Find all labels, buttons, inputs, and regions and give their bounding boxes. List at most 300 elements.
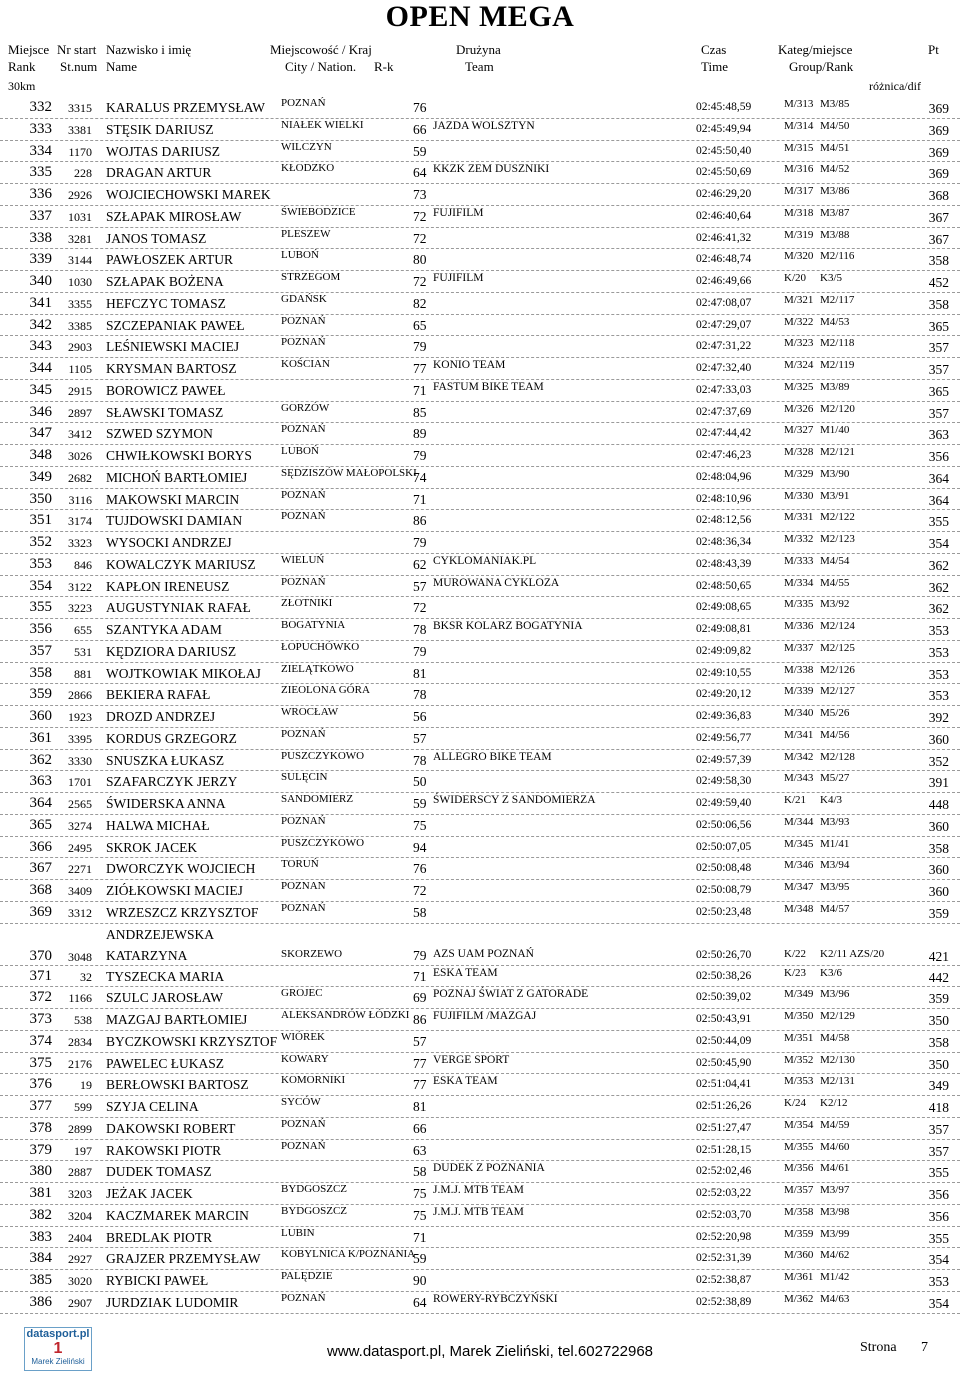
- time-cell: 02:48:50,65: [696, 579, 752, 592]
- birth-year-cell: 59: [413, 143, 427, 159]
- city-cell: ZŁOTNIKI: [281, 597, 333, 610]
- time-cell: 02:47:37,69: [696, 405, 752, 418]
- group-rank-cell: M3/89: [820, 380, 850, 393]
- datasport-logo: [24, 1327, 92, 1371]
- points-cell: 360: [928, 862, 949, 878]
- table-row: [0, 576, 960, 598]
- name-cell: DWORCZYK WOJCIECH: [106, 861, 256, 877]
- time-cell: 02:50:26,70: [696, 948, 752, 961]
- points-cell: 356: [928, 1208, 949, 1224]
- team-cell: FASTUM BIKE TEAM: [433, 380, 544, 393]
- team-cell: ROWERY-RYBCZYŃSKI: [433, 1292, 558, 1305]
- start-number-cell: 3323: [68, 536, 92, 550]
- table-row: [0, 206, 960, 228]
- city-cell: POZNAŃ: [281, 97, 326, 109]
- group-rank-cell: M1/40: [820, 424, 850, 437]
- category-cell: M/341: [784, 728, 814, 741]
- logo-author: Marek Zieliński: [31, 1357, 85, 1366]
- rank-cell: 337: [29, 207, 52, 224]
- table-row: [0, 1031, 960, 1053]
- time-cell: 02:47:08,07: [696, 296, 752, 309]
- name-cell: GRAJZER PRZEMYSŁAW: [106, 1251, 261, 1267]
- page-label: Strona: [860, 1340, 897, 1355]
- group-rank-cell: M1/42: [820, 1271, 850, 1283]
- rank-cell: 342: [29, 316, 52, 333]
- team-cell: ESKA TEAM: [433, 966, 498, 979]
- start-number-cell: 2907: [68, 1295, 92, 1310]
- points-cell: 360: [928, 884, 949, 899]
- table-row: [0, 228, 960, 250]
- table-row: [0, 184, 960, 206]
- start-number-cell: 1701: [68, 775, 92, 790]
- group-rank-cell: M3/94: [820, 859, 850, 872]
- rank-cell: 384: [29, 1250, 52, 1267]
- group-rank-cell: M3/97: [820, 1184, 850, 1196]
- birth-year-cell: 59: [413, 1251, 427, 1267]
- points-cell: 350: [928, 1056, 949, 1072]
- name-cell: DROZD ANDRZEJ: [106, 709, 216, 724]
- name-cell: MAZGAJ BARTŁOMIEJ: [106, 1012, 248, 1027]
- group-rank-cell: M4/56: [820, 728, 850, 741]
- group-rank-cell: M3/87: [820, 206, 850, 219]
- city-cell: KOMORNIKI: [281, 1074, 346, 1087]
- points-cell: 364: [928, 492, 949, 508]
- start-number-cell: 3381: [68, 122, 92, 137]
- rank-cell: 350: [29, 490, 52, 507]
- category-cell: M/334: [784, 576, 814, 589]
- page-title: OPEN MEGA: [385, 0, 575, 33]
- category-cell: M/352: [784, 1053, 814, 1066]
- category-cell: M/316: [784, 163, 814, 176]
- rank-cell: 372: [29, 989, 52, 1006]
- time-cell: 02:49:09,82: [696, 644, 752, 657]
- table-row: [0, 293, 960, 315]
- city-cell: LUBOŃ: [281, 249, 319, 262]
- table-row: [0, 750, 960, 772]
- category-cell: M/317: [784, 185, 814, 197]
- start-number-cell: 3144: [68, 253, 92, 268]
- table-row: [0, 1161, 960, 1183]
- birth-year-cell: 77: [413, 1055, 427, 1071]
- start-number-cell: 1030: [68, 275, 92, 289]
- name-cell: WOJTKOWIAK MIKOŁAJ: [106, 665, 261, 681]
- col-rank-pl: Miejsce: [8, 42, 50, 57]
- name-cell: TUJDOWSKI DAMIAN: [106, 513, 243, 529]
- category-cell: M/336: [784, 620, 814, 632]
- group-rank-cell: M2/119: [820, 359, 855, 371]
- city-cell: BYDGOSZCZ: [281, 1183, 348, 1195]
- start-number-cell: 3223: [68, 601, 92, 616]
- start-number-cell: 655: [74, 623, 92, 637]
- group-rank-cell: M3/86: [820, 185, 850, 197]
- logo-site: datasport.pl: [26, 1328, 90, 1340]
- birth-year-cell: 81: [413, 665, 427, 681]
- birth-year-cell: 64: [413, 1294, 427, 1310]
- birth-year-cell: 72: [413, 600, 427, 616]
- start-number-cell: 3020: [68, 1274, 92, 1288]
- group-rank-cell: M2/129: [820, 1010, 855, 1022]
- group-rank-cell: K3/5: [820, 272, 842, 284]
- name-cell: KRYSMAN BARTOSZ: [106, 361, 237, 376]
- start-number-cell: 2495: [68, 840, 92, 855]
- rank-cell: 333: [29, 120, 52, 137]
- city-cell: KOŚCIAN: [281, 358, 330, 370]
- points-cell: 357: [928, 340, 949, 356]
- points-cell: 358: [928, 253, 949, 269]
- name-cell: WYSOCKI ANDRZEJ: [106, 535, 232, 550]
- birth-year-cell: 66: [413, 1120, 427, 1136]
- category-cell: M/360: [784, 1249, 814, 1262]
- rank-cell: 377: [29, 1098, 52, 1114]
- birth-year-cell: 90: [413, 1273, 427, 1288]
- group-rank-cell: M4/50: [820, 119, 850, 132]
- rank-cell: 381: [29, 1185, 52, 1201]
- name-cell: SZANTYKA ADAM: [106, 622, 222, 637]
- col-city-pl: Miejscowość / Kraj: [270, 42, 372, 57]
- table-row: [0, 1009, 960, 1031]
- category-cell: M/362: [784, 1292, 814, 1305]
- name-cell: TYSZECKA MARIA: [106, 968, 225, 984]
- time-cell: 02:48:43,39: [696, 557, 752, 570]
- birth-year-cell: 69: [413, 990, 427, 1006]
- name-cell: KARALUS PRZEMYSŁAW: [106, 100, 266, 115]
- rank-cell: 355: [29, 599, 52, 616]
- rank-cell: 383: [29, 1228, 52, 1245]
- name-cell: SZYJA CELINA: [106, 1099, 199, 1114]
- time-cell: 02:45:50,40: [696, 144, 752, 157]
- category-cell: M/346: [784, 859, 814, 872]
- rank-cell: 370: [29, 947, 52, 964]
- name-cell: RYBICKI PAWEŁ: [106, 1273, 209, 1288]
- category-cell: M/315: [784, 141, 814, 154]
- col-start-en: St.num: [60, 59, 98, 74]
- team-cell: AZS UAM POZNAŃ: [433, 947, 534, 960]
- rank-cell: 379: [29, 1141, 52, 1158]
- category-cell: M/324: [784, 359, 814, 371]
- birth-year-cell: 65: [413, 317, 427, 333]
- birth-year-cell: 85: [413, 404, 427, 420]
- start-number-cell: 3355: [68, 296, 92, 311]
- table-row: [0, 924, 960, 966]
- group-rank-cell: M4/60: [820, 1140, 850, 1153]
- col-rk: R-k: [374, 59, 394, 74]
- name-cell: SNUSZKA ŁUKASZ: [106, 752, 225, 768]
- category-cell: M/357: [784, 1184, 814, 1196]
- birth-year-cell: 62: [413, 556, 427, 572]
- start-number-cell: 3116: [68, 492, 92, 507]
- start-number-cell: 3026: [68, 449, 92, 463]
- time-cell: 02:49:08,65: [696, 601, 752, 614]
- group-rank-cell: M4/52: [820, 163, 850, 176]
- group-rank-cell: M2/124: [820, 620, 855, 632]
- city-cell: WIELUŃ: [281, 553, 325, 566]
- points-cell: 369: [928, 166, 949, 182]
- time-cell: 02:46:40,64: [696, 209, 752, 222]
- points-cell: 448: [928, 797, 949, 812]
- table-row: [0, 532, 960, 554]
- city-cell: ZIELĄTKOWO: [281, 662, 354, 675]
- team-cell: BKSR KOLARZ BOGATYNIA: [433, 620, 583, 632]
- points-cell: 452: [928, 275, 949, 290]
- group-rank-cell: M2/123: [820, 533, 855, 545]
- name-cell: JANOS TOMASZ: [106, 230, 207, 246]
- start-number-cell: 3204: [68, 1208, 92, 1223]
- rank-cell: 360: [29, 708, 52, 724]
- group-rank-cell: K4/3: [820, 794, 842, 806]
- group-rank-cell: M2/125: [820, 641, 855, 654]
- group-rank-cell: M3/98: [820, 1205, 850, 1218]
- category-cell: M/329: [784, 467, 814, 480]
- name-cell: BYCZKOWSKI KRZYSZTOF: [106, 1033, 278, 1049]
- team-cell: FUJIFILM /MAZGAJ: [433, 1010, 537, 1022]
- group-rank-cell: K2/12: [820, 1097, 848, 1109]
- group-rank-cell: M2/121: [820, 446, 855, 458]
- rank-cell: 351: [29, 512, 52, 529]
- city-cell: POZNAŃ: [281, 488, 326, 501]
- category-cell: M/338: [784, 663, 814, 676]
- name-cell: HALWA MICHAŁ: [106, 817, 210, 833]
- rank-cell: 373: [29, 1011, 52, 1027]
- birth-year-cell: 78: [413, 687, 427, 703]
- time-cell: 02:45:49,94: [696, 122, 752, 135]
- rank-cell: 365: [29, 816, 52, 833]
- time-cell: 02:50:06,56: [696, 818, 752, 831]
- category-cell: M/345: [784, 837, 814, 850]
- table-row: [0, 1248, 960, 1270]
- birth-year-cell: 71: [413, 382, 427, 398]
- group-rank-cell: M2/118: [820, 337, 855, 350]
- group-rank-cell: M2/130: [820, 1053, 855, 1066]
- name-cell: SZWED SZYMON: [106, 426, 213, 442]
- name-cell: SZCZEPANIAK PAWEŁ: [106, 317, 245, 333]
- time-cell: 02:50:08,79: [696, 884, 752, 896]
- col-city-en: City / Nation.: [285, 59, 357, 74]
- name-cell: ZIÓŁKOWSKI MACIEJ: [106, 883, 243, 898]
- rank-cell: 375: [29, 1054, 52, 1071]
- birth-year-cell: 86: [413, 1012, 427, 1027]
- name-cell: KACZMAREK MARCIN: [106, 1207, 249, 1223]
- city-cell: SYCÓW: [281, 1096, 321, 1108]
- table-row: [0, 249, 960, 271]
- category-cell: M/342: [784, 750, 814, 763]
- group-rank-cell: M4/51: [820, 141, 850, 154]
- start-number-cell: 3409: [68, 884, 92, 898]
- rank-cell: 348: [29, 447, 52, 463]
- category-cell: K/23: [784, 966, 806, 979]
- name-cell: ŚWIDERSKA ANNA: [106, 796, 226, 811]
- table-row: [0, 771, 960, 793]
- city-cell: KOWARY: [281, 1052, 329, 1065]
- city-cell: GROJEC: [281, 987, 323, 1000]
- col-name-en: Name: [106, 59, 138, 74]
- points-cell: 369: [928, 122, 949, 138]
- table-row: [0, 336, 960, 358]
- city-cell: BOGATYNIA: [281, 619, 346, 631]
- start-number-cell: 2927: [68, 1252, 92, 1267]
- time-cell: 02:51:27,47: [696, 1121, 752, 1134]
- name-cell: KĘDZIORA DARIUSZ: [106, 643, 237, 659]
- rank-cell: 338: [29, 229, 52, 246]
- points-cell: 367: [928, 231, 949, 247]
- table-row: [0, 1292, 960, 1314]
- points-cell: 365: [928, 383, 949, 399]
- time-cell: 02:49:56,77: [696, 731, 752, 744]
- group-rank-cell: M4/59: [820, 1118, 850, 1131]
- rank-cell: 374: [29, 1032, 52, 1049]
- category-cell: M/319: [784, 228, 814, 241]
- points-cell: 358: [928, 840, 949, 856]
- time-cell: 02:50:38,26: [696, 969, 752, 982]
- birth-year-cell: 72: [413, 883, 427, 898]
- name-cell: HEFCZYC TOMASZ: [106, 295, 226, 311]
- group-rank-cell: M2/117: [820, 293, 855, 306]
- rank-cell: 346: [29, 403, 52, 420]
- table-row: [0, 445, 960, 467]
- category-cell: M/340: [784, 707, 814, 719]
- name-cell: SZULC JAROSŁAW: [106, 990, 224, 1006]
- name-cell: JEŻAK JACEK: [106, 1186, 193, 1201]
- table-row: [0, 815, 960, 837]
- city-cell: LUBOŃ: [281, 445, 319, 457]
- start-number-cell: 1923: [68, 710, 92, 724]
- time-cell: 02:49:57,39: [696, 753, 752, 766]
- table-row: [0, 423, 960, 445]
- points-cell: 356: [928, 1187, 949, 1202]
- city-cell: STRZEGOM: [281, 271, 341, 283]
- city-cell: ŁOPUCHÓWKO: [281, 640, 360, 653]
- group-rank-cell: M2/127: [820, 685, 855, 698]
- name-cell: RAKOWSKI PIOTR: [106, 1142, 222, 1158]
- table-row: [0, 1205, 960, 1227]
- col-team-en: Team: [465, 59, 494, 74]
- time-cell: 02:52:38,87: [696, 1274, 752, 1286]
- time-cell: 02:50:07,05: [696, 840, 752, 853]
- time-cell: 02:48:04,96: [696, 470, 752, 483]
- table-row: [0, 315, 960, 337]
- group-rank-cell: M2/122: [820, 511, 855, 524]
- birth-year-cell: 81: [413, 1099, 427, 1114]
- birth-year-cell: 57: [413, 578, 427, 594]
- time-cell: 02:49:59,40: [696, 797, 752, 809]
- points-cell: 353: [928, 666, 949, 682]
- time-cell: 02:45:48,59: [696, 101, 752, 113]
- group-rank-cell: M4/58: [820, 1031, 850, 1044]
- city-cell: POZNAŃ: [281, 423, 326, 436]
- city-cell: WIÓREK: [281, 1030, 325, 1043]
- rank-cell: 371: [29, 967, 52, 984]
- start-number-cell: 19: [80, 1078, 92, 1093]
- birth-year-cell: 63: [413, 1142, 427, 1158]
- time-cell: 02:48:36,34: [696, 536, 752, 548]
- points-cell: 359: [928, 905, 949, 921]
- points-cell: 421: [928, 948, 949, 964]
- group-rank-cell: M3/95: [820, 881, 850, 893]
- time-cell: 02:47:33,03: [696, 383, 752, 396]
- rank-cell: 358: [29, 664, 52, 681]
- col-points: Pt: [928, 42, 939, 57]
- category-cell: M/332: [784, 533, 814, 545]
- name-cell: SZŁAPAK BOŻENA: [106, 274, 224, 289]
- rank-cell: 366: [29, 838, 52, 855]
- birth-year-cell: 66: [413, 121, 427, 137]
- category-cell: M/355: [784, 1140, 814, 1153]
- category-cell: M/328: [784, 446, 814, 458]
- time-cell: 02:46:48,74: [696, 253, 752, 266]
- city-cell: BYDGOSZCZ: [281, 1204, 348, 1217]
- table-row: [0, 358, 960, 380]
- points-cell: 392: [928, 710, 949, 725]
- group-rank-cell: M2/120: [820, 402, 855, 415]
- name-cell: MAKOWSKI MARCIN: [106, 491, 240, 507]
- points-cell: 360: [928, 731, 949, 747]
- name-cell: WRZESZCZ KRZYSZTOF: [106, 904, 259, 920]
- team-cell: FUJIFILM: [433, 206, 484, 219]
- table-row: [0, 793, 960, 815]
- start-number-cell: 1105: [68, 362, 92, 376]
- table-row: [0, 271, 960, 293]
- points-cell: 357: [928, 405, 949, 421]
- points-cell: 418: [928, 1100, 949, 1115]
- city-cell: KOBYLNICA K/POZNANIA: [281, 1248, 416, 1261]
- table-row: [0, 402, 960, 424]
- category-cell: M/331: [784, 511, 814, 524]
- birth-year-cell: 58: [413, 1164, 427, 1180]
- rank-cell: 356: [29, 621, 52, 637]
- team-cell: POZNAJ ŚWIAT Z GATORADE: [433, 988, 589, 1001]
- table-row: [0, 1074, 960, 1096]
- name-cell: DRAGAN ARTUR: [106, 165, 212, 181]
- city-cell: POZNAŃ: [281, 314, 326, 327]
- category-cell: M/339: [784, 685, 814, 698]
- time-cell: 02:50:43,91: [696, 1013, 752, 1025]
- city-cell: NIAŁEK WIELKI: [281, 118, 364, 131]
- category-cell: M/361: [784, 1271, 814, 1283]
- time-cell: 02:48:10,96: [696, 492, 752, 505]
- col-cat-en: Group/Rank: [789, 59, 854, 74]
- birth-year-cell: 79: [413, 339, 427, 355]
- team-cell: J.M.J. MTB TEAM: [433, 1184, 524, 1196]
- team-cell: MUROWANA CYKLOZA: [433, 576, 560, 589]
- start-number-cell: 2176: [68, 1056, 92, 1071]
- city-cell: SKORZEWO: [281, 947, 343, 960]
- city-cell: PALĘDZIE: [281, 1270, 333, 1282]
- time-cell: 02:52:03,70: [696, 1208, 752, 1221]
- table-row: [0, 597, 960, 619]
- start-number-cell: 3315: [68, 101, 92, 115]
- name-cell: KOWALCZYK MARIUSZ: [106, 556, 256, 572]
- table-row: [0, 141, 960, 163]
- city-cell: POZNAŃ: [281, 575, 326, 588]
- points-cell: 353: [928, 623, 949, 638]
- time-cell: 02:47:31,22: [696, 340, 752, 353]
- start-number-cell: 538: [74, 1013, 92, 1027]
- start-number-cell: 3174: [68, 514, 92, 529]
- category-cell: M/325: [784, 380, 814, 393]
- start-number-cell: 2915: [68, 383, 92, 398]
- page-number: 7: [921, 1340, 928, 1355]
- name-cell: KORDUS GRZEGORZ: [106, 730, 237, 746]
- team-cell: J.M.J. MTB TEAM: [433, 1205, 524, 1218]
- points-cell: 369: [928, 101, 949, 116]
- category-cell: M/344: [784, 815, 814, 828]
- table-row: [0, 1270, 960, 1292]
- rank-cell: 343: [29, 338, 52, 355]
- rank-cell: 385: [29, 1272, 52, 1288]
- birth-year-cell: 89: [413, 426, 427, 442]
- points-cell: 442: [928, 969, 949, 985]
- rank-cell: 354: [29, 577, 52, 594]
- name-cell: WOJTAS DARIUSZ: [106, 143, 221, 159]
